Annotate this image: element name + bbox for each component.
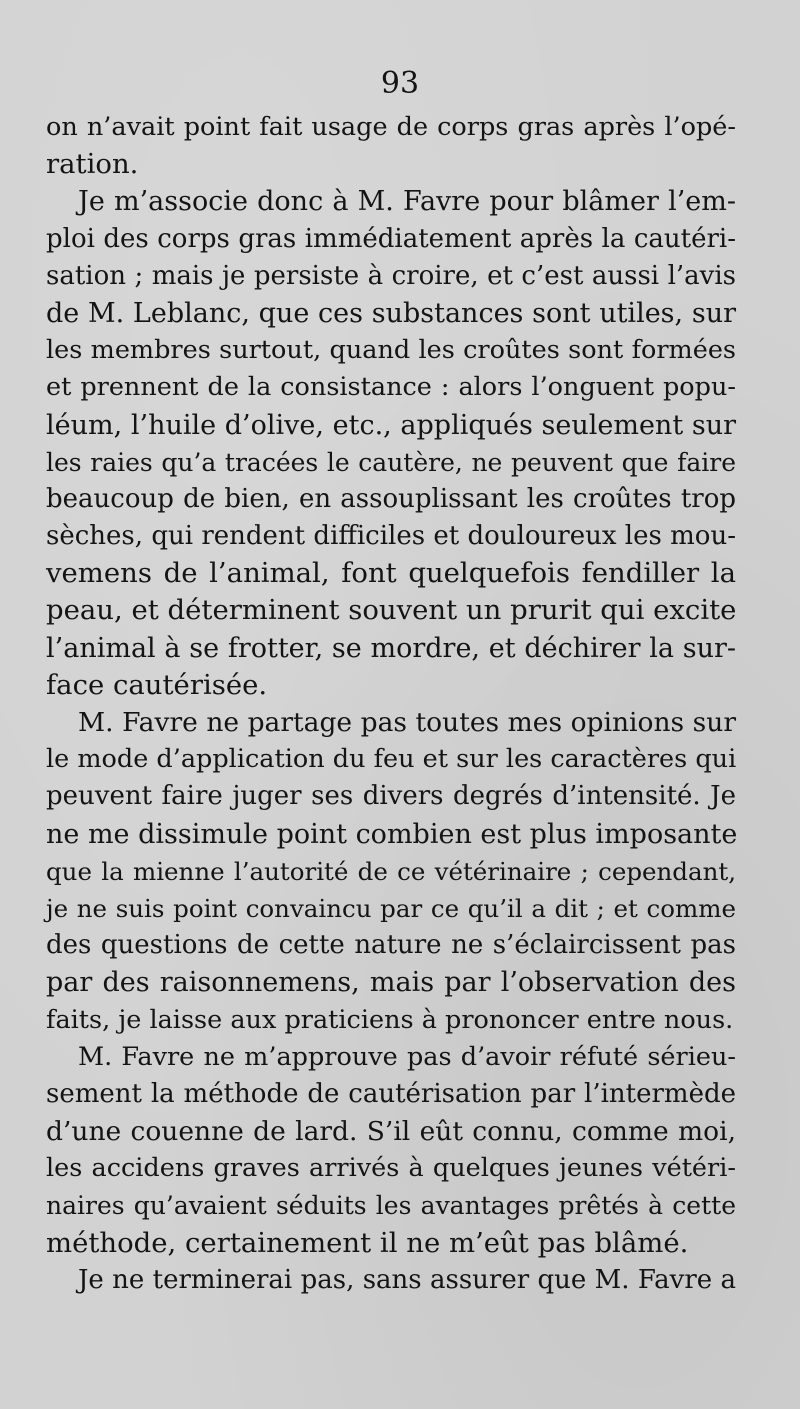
- text-line: naires qu’avaient séduits les avantages prêtés à cette: [46, 1191, 736, 1221]
- text-line: ploi des corps gras immédiatement après la cautéri-: [46, 223, 736, 254]
- text-line: peau, et déterminent souvent un prurit qui excite: [46, 594, 737, 627]
- body-text: [46, 109, 736, 1299]
- text-line: l’animal à se frotter, se mordre, et déchirer la sur-: [46, 632, 736, 664]
- text-line: d’une couenne de lard. S’il eût connu, comme moi,: [46, 1116, 736, 1148]
- text-line: sèches, qui rendent difficiles et douloureux les mou-: [46, 521, 736, 552]
- text-line: Je m’associe donc à M. Favre pour blâmer l’em-: [78, 186, 736, 218]
- text-line: des questions de cette nature ne s’éclaircissent pas: [46, 930, 736, 961]
- text-line: M. Favre ne partage pas toutes mes opinions sur: [78, 707, 736, 738]
- page-number: 93: [380, 66, 420, 101]
- text-line: méthode, certainement il ne m’eût pas blâmé.: [46, 1226, 689, 1259]
- text-line: et prennent de la consistance : alors l’onguent popu-: [46, 372, 736, 403]
- text-line: beaucoup de bien, en assouplissant les croûtes trop: [46, 483, 736, 514]
- text-line: que la mienne l’autorité de ce vétérinaire ; cependant,: [46, 856, 736, 886]
- text-line: sation ; mais je persiste à croire, et c’est aussi l’avis: [46, 260, 736, 291]
- text-line: les accidens graves arrivés à quelques jeunes vétéri-: [46, 1153, 736, 1184]
- text-line: je ne suis point convaincu par ce qu’il a dit ; et comme: [46, 893, 736, 923]
- text-line: faits, je laisse aux praticiens à prononcer entre nous.: [46, 1004, 734, 1035]
- text-line: de M. Leblanc, que ces substances sont utiles, sur: [46, 297, 736, 329]
- text-line: ration.: [46, 148, 139, 181]
- text-line: M. Favre ne m’approuve pas d’avoir réfuté sérieu-: [78, 1041, 736, 1072]
- text-line: les raies qu’a tracées le cautère, ne peuvent que faire: [46, 447, 736, 477]
- text-line: peuvent faire juger ses divers degrés d’intensité. Je: [46, 781, 736, 812]
- text-line: Je ne terminerai pas, sans assurer que M. Favre a: [78, 1264, 736, 1295]
- text-line: vemens de l’animal, font quelquefois fendiller la: [46, 557, 736, 590]
- text-line: par des raisonnemens, mais par l’observation des: [46, 967, 736, 999]
- text-line: le mode d’application du feu et sur les caractères qui: [46, 744, 737, 775]
- text-line: léum, l’huile d’olive, etc., appliqués seulement sur: [46, 409, 736, 441]
- text-line: sement la méthode de cautérisation par l’intermède: [46, 1078, 736, 1109]
- text-line: face cautérisée.: [46, 668, 268, 701]
- text-line: on n’avait point fait usage de corps gras après l’opé-: [46, 112, 736, 142]
- text-line: ne me dissimule point combien est plus imposante: [46, 818, 738, 850]
- text-line: les membres surtout, quand les croûtes sont formées: [46, 335, 736, 366]
